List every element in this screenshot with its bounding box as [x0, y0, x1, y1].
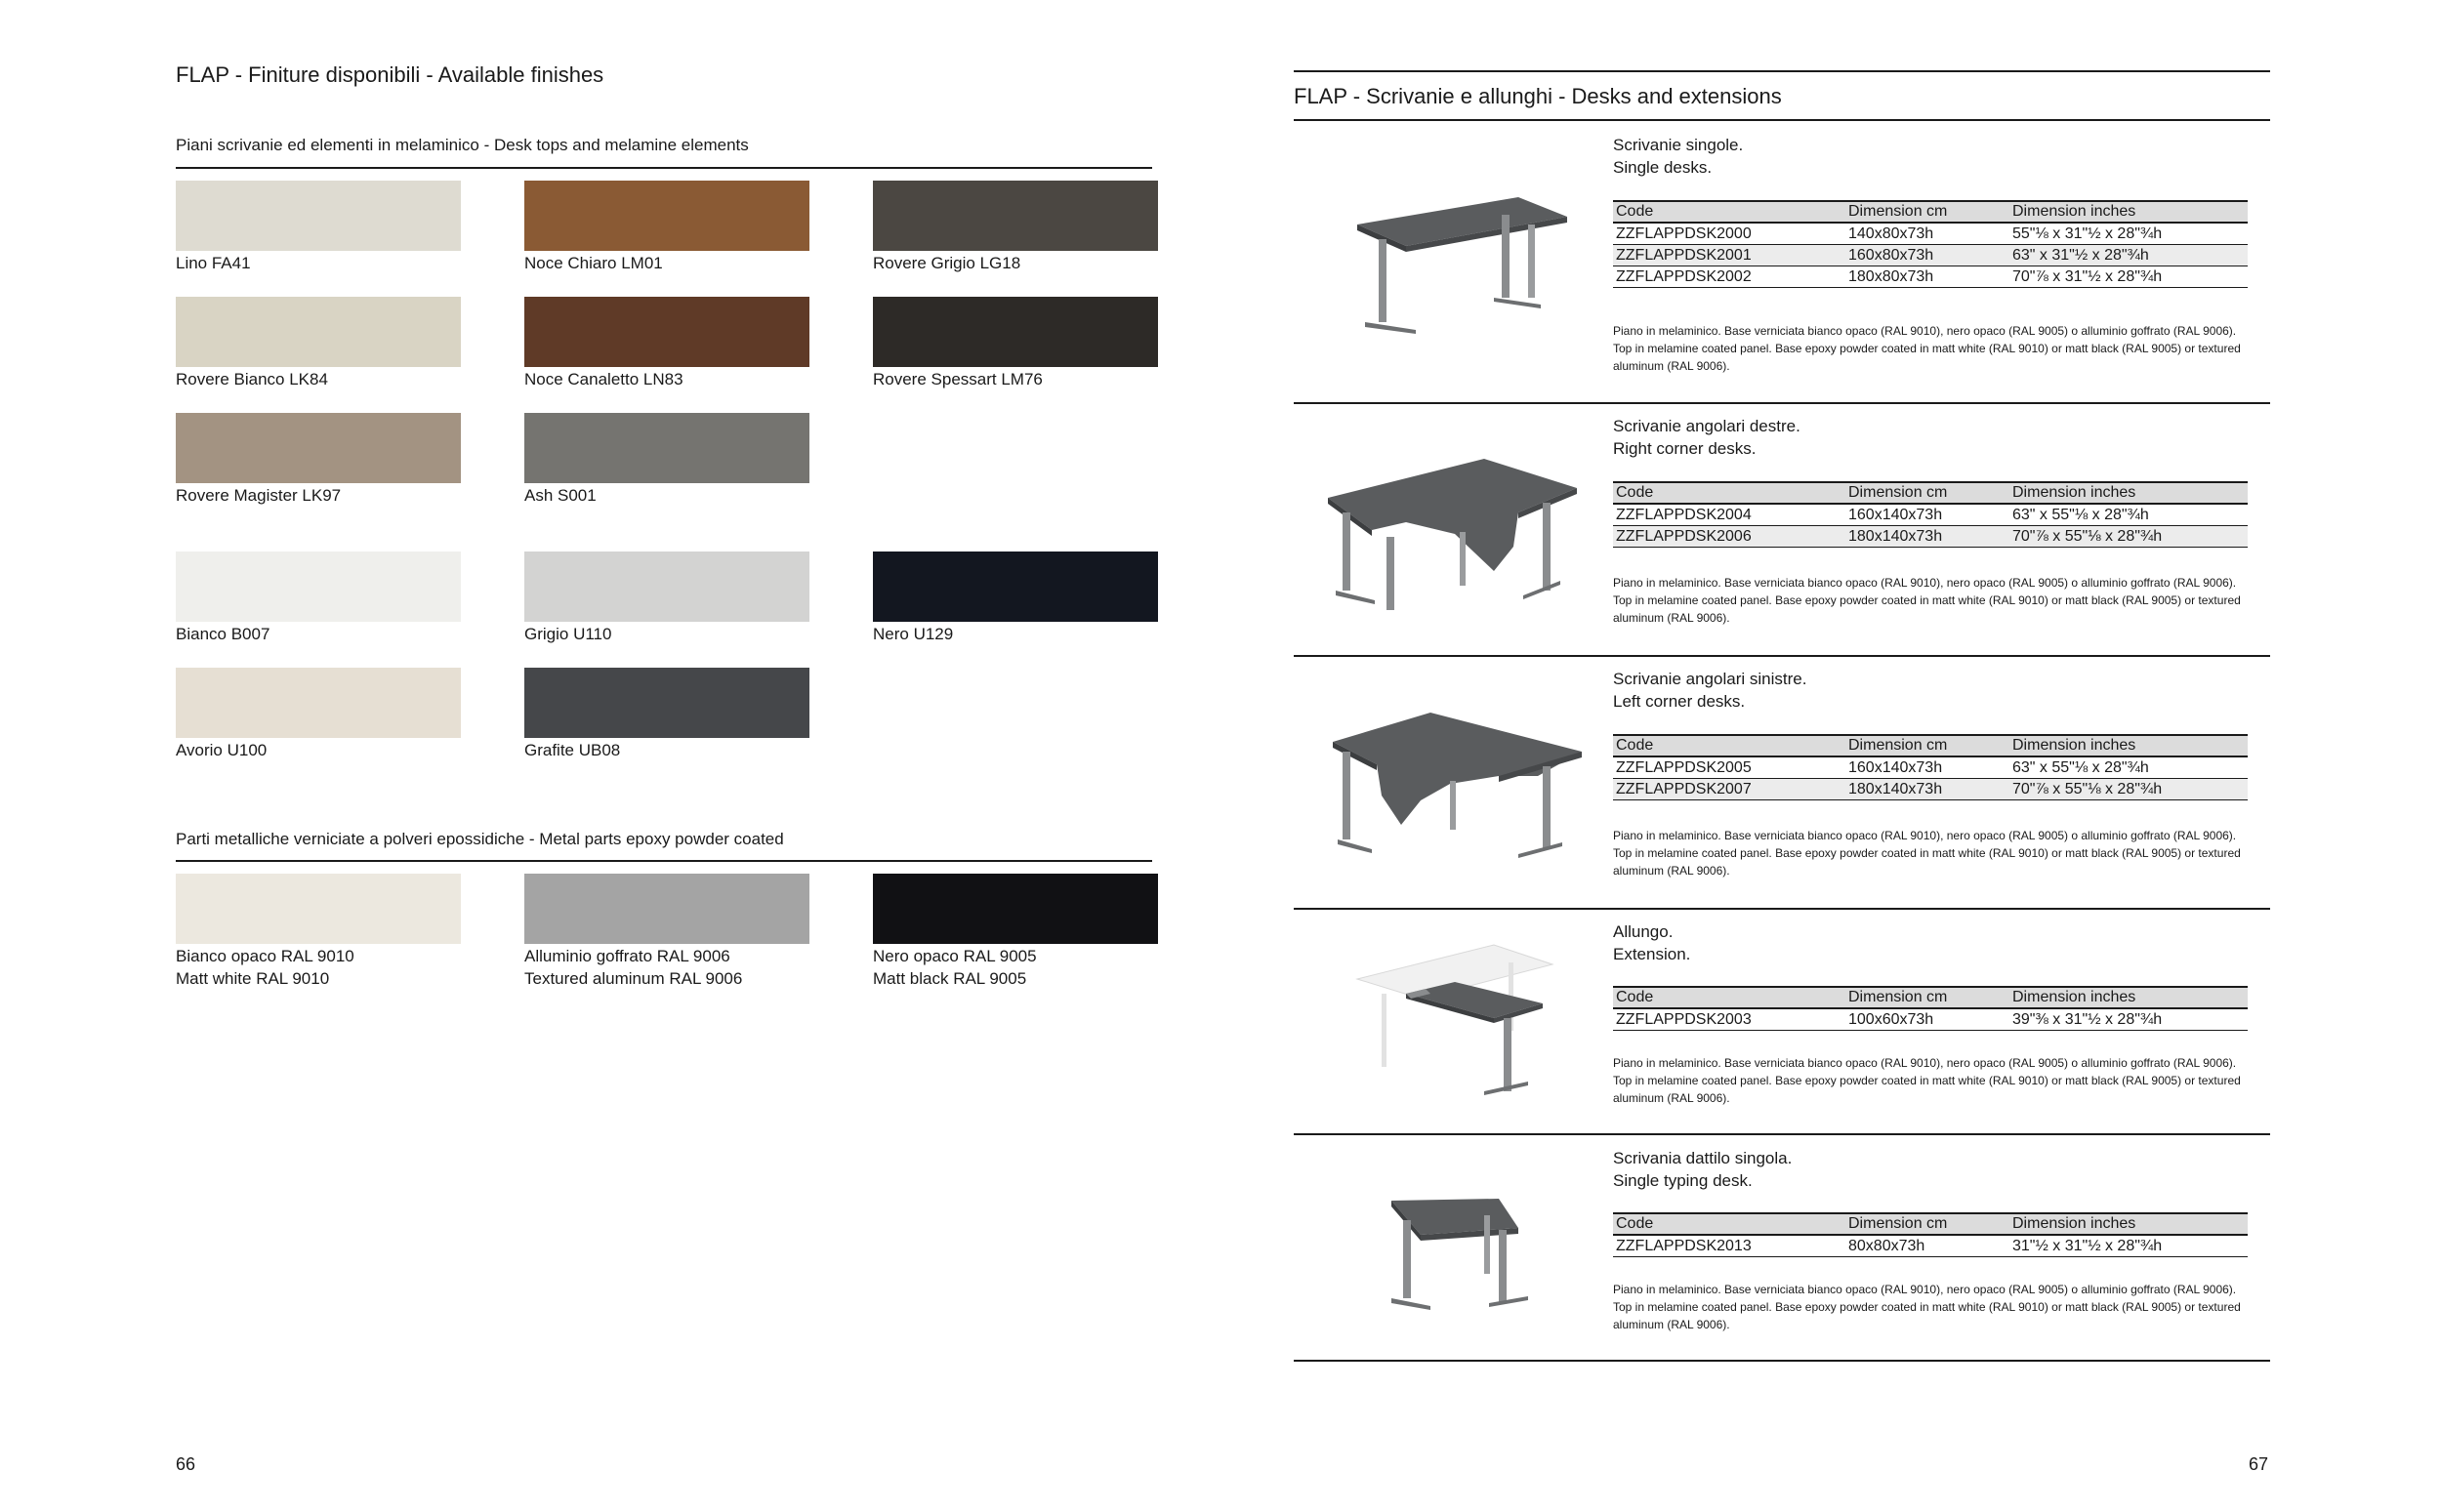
swatch-label: Lino FA41 — [176, 254, 251, 272]
single-desks-table — [1613, 200, 2248, 288]
swatch-rovere-grigio-lg18 — [873, 181, 1158, 251]
swatch-label: Nero U129 — [873, 625, 954, 643]
swatch-ash-s001 — [524, 413, 809, 483]
section-rule — [1294, 1133, 2270, 1135]
table-row — [1613, 1008, 2248, 1031]
table-row — [1613, 1235, 2248, 1257]
col-header-cm: Dimension cm — [1845, 482, 2009, 504]
section-title-en: Single desks. — [1613, 158, 1713, 177]
swatch-label: Nero opaco RAL 9005 — [873, 947, 1037, 965]
metal-section-rule — [176, 860, 1152, 862]
finish-note-it: Piano in melaminico. Base verniciata bianco opaco (RAL 9010), nero opaco (RAL 9005) o alluminio goffrato (RAL 9006). — [1613, 576, 2237, 590]
table-header-row — [1613, 482, 2248, 504]
section-rule — [1294, 655, 2270, 657]
finish-note-it: Piano in melaminico. Base verniciata bianco opaco (RAL 9010), nero opaco (RAL 9005) o alluminio goffrato (RAL 9006). — [1613, 1056, 2237, 1070]
section-rule — [1294, 908, 2270, 910]
section-rule — [1294, 1360, 2270, 1362]
cell-cm: 160x140x73h — [1845, 504, 2009, 526]
section-title-en: Right corner desks. — [1613, 439, 1757, 458]
table-row — [1613, 504, 2248, 526]
table-row — [1613, 266, 2248, 288]
swatch-label: Grafite UB08 — [524, 741, 621, 759]
col-header-inches: Dimension inches — [2009, 482, 2248, 504]
right-corner-desk-image — [1318, 444, 1582, 610]
table-row — [1613, 756, 2248, 779]
swatch-avorio-u100 — [176, 668, 461, 738]
table-row — [1613, 245, 2248, 266]
cell-cm: 180x140x73h — [1845, 526, 2009, 548]
section-title-it: Scrivanie angolari sinistre. — [1613, 670, 1807, 688]
col-header-inches: Dimension inches — [2009, 987, 2248, 1008]
right-corner-desks-table — [1613, 481, 2248, 548]
left-page-title: FLAP - Finiture disponibili - Available finishes — [176, 62, 604, 87]
cell-cm: 140x80x73h — [1845, 223, 2009, 245]
extension-table — [1613, 986, 2248, 1031]
cell-inches: 63" x 55"⅛ x 28"¾h — [2009, 504, 2248, 526]
cell-code: ZZFLAPPDSK2013 — [1613, 1235, 1845, 1257]
section-rule — [1294, 402, 2270, 404]
table-header-row — [1613, 987, 2248, 1008]
finish-note-en: Top in melamine coated panel. Base epoxy powder coated in matt white (RAL 9010) or matt black (RAL 9005) or textured aluminum (RAL 9006). — [1613, 1074, 2241, 1105]
table-row — [1613, 779, 2248, 800]
page-number-left: 66 — [176, 1454, 196, 1474]
col-header-cm: Dimension cm — [1845, 987, 2009, 1008]
swatch-label: Noce Chiaro LM01 — [524, 254, 663, 272]
col-header-code: Code — [1613, 987, 1845, 1008]
finish-note-en: Top in melamine coated panel. Base epoxy powder coated in matt white (RAL 9010) or matt black (RAL 9005) or textured aluminum (RAL 9006). — [1613, 1300, 2241, 1331]
cell-inches: 63" x 31"½ x 28"¾h — [2009, 245, 2248, 266]
cell-code: ZZFLAPPDSK2004 — [1613, 504, 1845, 526]
col-header-inches: Dimension inches — [2009, 735, 2248, 756]
right-page-title: FLAP - Scrivanie e allunghi - Desks and extensions — [1294, 84, 1782, 108]
table-row — [1613, 223, 2248, 245]
finish-note — [1613, 827, 2277, 879]
finish-note-it: Piano in melaminico. Base verniciata bianco opaco (RAL 9010), nero opaco (RAL 9005) o alluminio goffrato (RAL 9006). — [1613, 1283, 2237, 1296]
col-header-code: Code — [1613, 201, 1845, 223]
section-title-it: Allungo. — [1613, 922, 1674, 941]
right-title-rule — [1294, 119, 2270, 121]
swatch-grafite-ub08 — [524, 668, 809, 738]
swatch-label: Rovere Grigio LG18 — [873, 254, 1021, 272]
section-title-it: Scrivanie angolari destre. — [1613, 417, 1800, 435]
swatch-textured-aluminum-ral-9006 — [524, 874, 809, 944]
swatch-noce-chiaro-lm01 — [524, 181, 809, 251]
swatch-label: Bianco B007 — [176, 625, 270, 643]
table-row — [1613, 526, 2248, 548]
cell-inches: 39"⅜ x 31"½ x 28"¾h — [2009, 1008, 2248, 1031]
cell-code: ZZFLAPPDSK2003 — [1613, 1008, 1845, 1031]
section-title-en: Left corner desks. — [1613, 692, 1746, 711]
swatch-label: Bianco opaco RAL 9010 — [176, 947, 354, 965]
section-title-it: Scrivanie singole. — [1613, 136, 1744, 154]
swatch-nero-u129 — [873, 552, 1158, 622]
col-header-code: Code — [1613, 1213, 1845, 1235]
col-header-inches: Dimension inches — [2009, 1213, 2248, 1235]
col-header-cm: Dimension cm — [1845, 735, 2009, 756]
cell-inches: 63" x 55"⅛ x 28"¾h — [2009, 756, 2248, 779]
table-header-row — [1613, 1213, 2248, 1235]
finish-note-it: Piano in melaminico. Base verniciata bianco opaco (RAL 9010), nero opaco (RAL 9005) o alluminio goffrato (RAL 9006). — [1613, 829, 2237, 842]
melamine-section-title: Piani scrivanie ed elementi in melaminico - Desk tops and melamine elements — [176, 136, 749, 154]
cell-cm: 180x140x73h — [1845, 779, 2009, 800]
finish-note — [1613, 574, 2277, 627]
section-title-en: Single typing desk. — [1613, 1171, 1753, 1190]
cell-cm: 80x80x73h — [1845, 1235, 2009, 1257]
cell-cm: 100x60x73h — [1845, 1008, 2009, 1031]
cell-inches: 55"⅛ x 31"½ x 28"¾h — [2009, 223, 2248, 245]
finish-note — [1613, 1281, 2277, 1333]
section-title-en: Extension. — [1613, 945, 1691, 963]
swatch-label: Rovere Magister LK97 — [176, 486, 342, 505]
swatch-grigio-u110 — [524, 552, 809, 622]
swatch-label: Avorio U100 — [176, 741, 268, 759]
metal-section-title: Parti metalliche verniciate a polveri epossidiche - Metal parts epoxy powder coated — [176, 830, 784, 848]
cell-inches: 70"⅞ x 55"⅛ x 28"¾h — [2009, 779, 2248, 800]
col-header-cm: Dimension cm — [1845, 201, 2009, 223]
cell-inches: 70"⅞ x 31"½ x 28"¾h — [2009, 266, 2248, 288]
cell-cm: 180x80x73h — [1845, 266, 2009, 288]
swatch-label-en: Matt white RAL 9010 — [176, 969, 330, 988]
swatch-lino-fa41 — [176, 181, 461, 251]
swatch-rovere-magister-lk97 — [176, 413, 461, 483]
cell-code: ZZFLAPPDSK2006 — [1613, 526, 1845, 548]
extension-image — [1347, 935, 1611, 1101]
cell-code: ZZFLAPPDSK2007 — [1613, 779, 1845, 800]
page-number-right: 67 — [2249, 1454, 2269, 1474]
swatch-label: Rovere Bianco LK84 — [176, 370, 328, 388]
single-desk-image — [1328, 185, 1592, 351]
melamine-section-rule — [176, 167, 1152, 169]
swatch-matt-white-ral-9010 — [176, 874, 461, 944]
swatch-matt-black-ral-9005 — [873, 874, 1158, 944]
table-header-row — [1613, 201, 2248, 223]
col-header-code: Code — [1613, 482, 1845, 504]
col-header-inches: Dimension inches — [2009, 201, 2248, 223]
finish-note-en: Top in melamine coated panel. Base epoxy powder coated in matt white (RAL 9010) or matt black (RAL 9005) or textured aluminum (RAL 9006). — [1613, 593, 2241, 625]
swatch-rovere-bianco-lk84 — [176, 297, 461, 367]
left-corner-desks-table — [1613, 734, 2248, 800]
swatch-label-en: Matt black RAL 9005 — [873, 969, 1027, 988]
finish-note-en: Top in melamine coated panel. Base epoxy powder coated in matt white (RAL 9010) or matt black (RAL 9005) or textured aluminum (RAL 9006). — [1613, 342, 2241, 373]
cell-cm: 160x140x73h — [1845, 756, 2009, 779]
finish-note-en: Top in melamine coated panel. Base epoxy powder coated in matt white (RAL 9010) or matt black (RAL 9005) or textured aluminum (RAL 9006). — [1613, 846, 2241, 878]
typing-desk-table — [1613, 1212, 2248, 1257]
cell-code: ZZFLAPPDSK2000 — [1613, 223, 1845, 245]
swatch-label: Grigio U110 — [524, 625, 612, 643]
cell-inches: 70"⅞ x 55"⅛ x 28"¾h — [2009, 526, 2248, 548]
cell-code: ZZFLAPPDSK2005 — [1613, 756, 1845, 779]
swatch-label: Ash S001 — [524, 486, 597, 505]
swatch-label: Rovere Spessart LM76 — [873, 370, 1043, 388]
swatch-label: Noce Canaletto LN83 — [524, 370, 683, 388]
cell-cm: 160x80x73h — [1845, 245, 2009, 266]
typing-desk-image — [1352, 1181, 1616, 1347]
cell-inches: 31"½ x 31"½ x 28"¾h — [2009, 1235, 2248, 1257]
finish-note — [1613, 1054, 2277, 1107]
cell-code: ZZFLAPPDSK2002 — [1613, 266, 1845, 288]
left-corner-desk-image — [1323, 698, 1587, 864]
table-header-row — [1613, 735, 2248, 756]
swatch-bianco-b007 — [176, 552, 461, 622]
col-header-cm: Dimension cm — [1845, 1213, 2009, 1235]
finish-note — [1613, 322, 2277, 375]
finish-note-it: Piano in melaminico. Base verniciata bianco opaco (RAL 9010), nero opaco (RAL 9005) o alluminio goffrato (RAL 9006). — [1613, 324, 2237, 338]
swatch-label: Alluminio goffrato RAL 9006 — [524, 947, 730, 965]
swatch-noce-canaletto-ln83 — [524, 297, 809, 367]
section-title-it: Scrivania dattilo singola. — [1613, 1149, 1793, 1167]
cell-code: ZZFLAPPDSK2001 — [1613, 245, 1845, 266]
right-top-rule — [1294, 70, 2270, 72]
swatch-rovere-spessart-lm76 — [873, 297, 1158, 367]
col-header-code: Code — [1613, 735, 1845, 756]
swatch-label-en: Textured aluminum RAL 9006 — [524, 969, 743, 988]
